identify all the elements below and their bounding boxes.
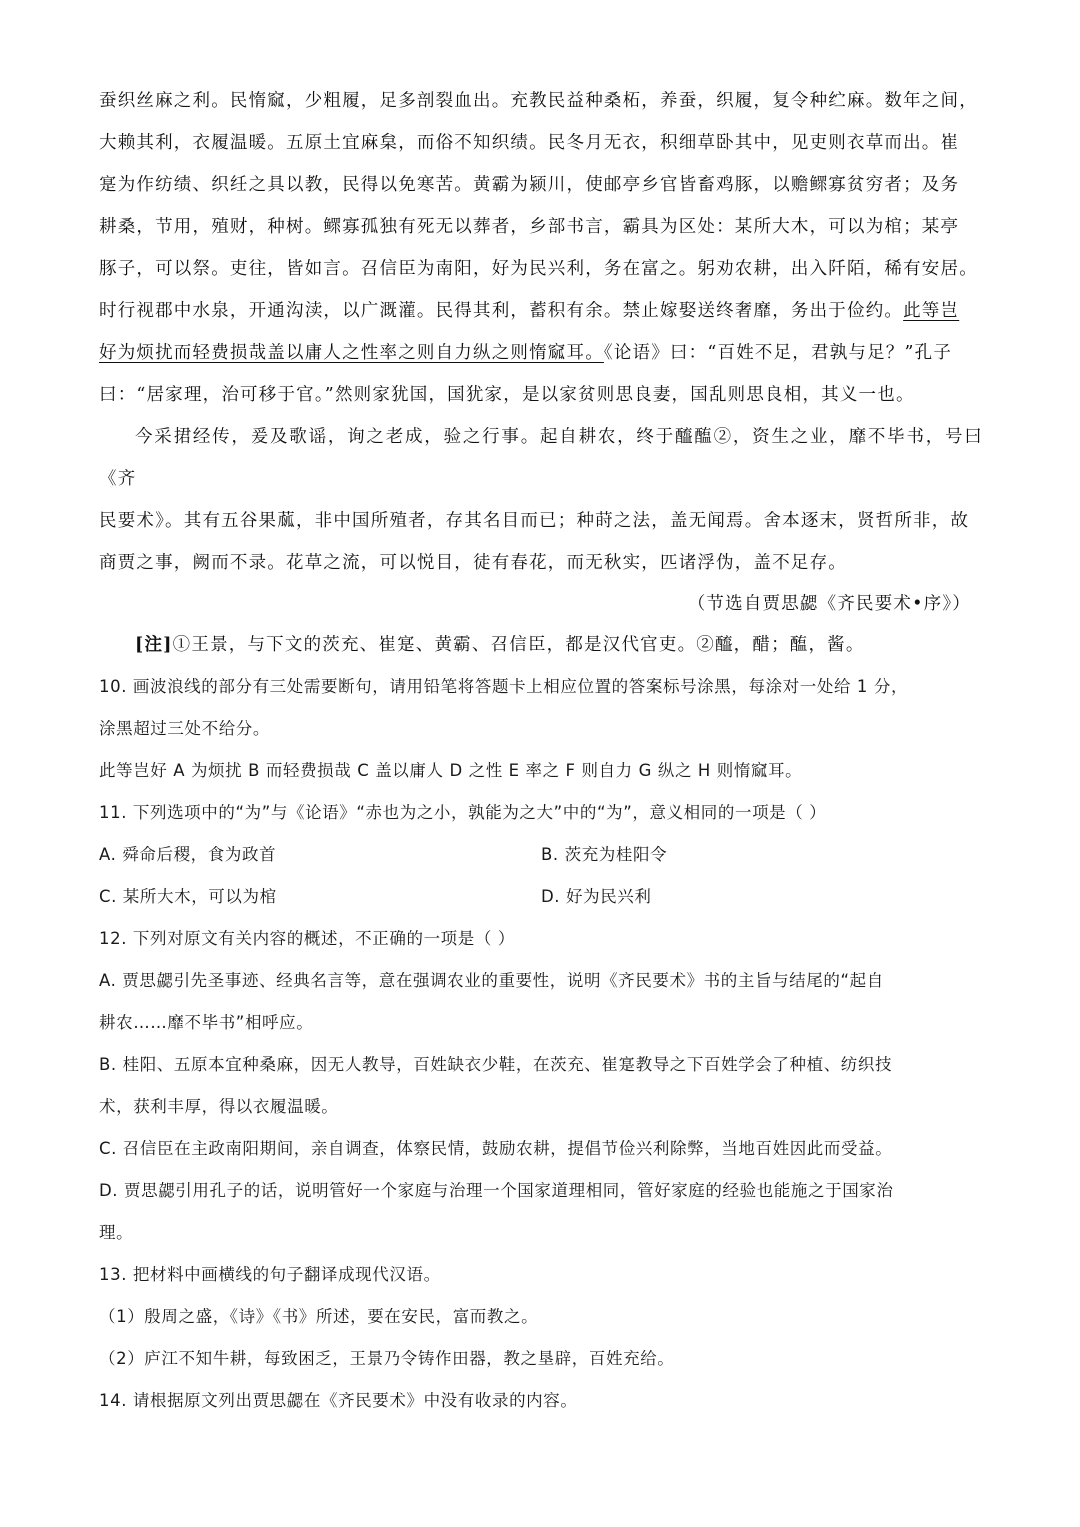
option-text: 术，获利丰厚，得以衣履温暖。 [99,1097,339,1116]
question-10-sentence: 此等岂好 A 为烦扰 B 而轻费损哉 C 盖以庸人 D 之性 E 率之 F 则自力 G 纵之 H 则惰窳耳。 [99,761,803,780]
question-section [99,666,983,1422]
question-text: 10. 画波浪线的部分有三处需要断句，请用铅笔将答题卡上相应位置的答案标号涂黑，每涂对一处给 1 分， [99,677,909,696]
option-c[interactable]: C. 某所大木，可以为棺 [99,887,277,906]
passage-line: 曰：“居家理，治可移于官。”然则家犹国，国犹家，是以家贫则思良妻，国乱则思良相，其义一也。 [99,385,915,405]
question-12-option-a[interactable] [99,960,983,1044]
note-text: ①王景，与下文的茨充、崔寔、黄霸、召信臣，都是汉代官吏。②醯，醋；醢，酱。 [172,635,865,655]
question-10 [99,666,983,750]
option-d[interactable]: D. 好为民兴利 [541,887,652,906]
option-text: D. 贾思勰引用孔子的话，说明管好一个家庭与治理一个国家道理相同，管好家庭的经验也能施之于国家治 [99,1181,894,1200]
passage-paragraph-1 [99,80,983,416]
passage-note [99,624,983,666]
passage-line: 今采捃经传，爰及歌谣，询之老成，验之行事。起自耕农，终于醯醢②，资生之业，靡不毕书，号曰《齐 [99,427,983,489]
question-13-part-2: （2）庐江不知牛耕，每致困乏，王景乃令铸作田器，教之垦辟，百姓充给。 [99,1349,675,1368]
passage-paragraph-2 [99,416,983,584]
question-11-stem: 11. 下列选项中的“为”与《论语》“赤也为之小，孰能为之大”中的“为”，意义相同的一项是（ ） [99,803,827,822]
option-text: A. 贾思勰引先圣事迹、经典名言等，意在强调农业的重要性，说明《齐民要术》书的主旨与结尾的“起自 [99,971,884,990]
passage-line: 《论语》曰：“百姓不足，君孰与足？”孔子 [603,343,953,363]
passage-line: 寔为作纺绩、织纴之具以教，民得以免寒苦。黄霸为颍川，使邮亭乡官皆畜鸡豚，以赡鳏寡贫穷者；及务 [99,175,960,195]
question-12-option-b[interactable] [99,1044,983,1128]
question-12-option-d[interactable] [99,1170,983,1254]
underlined-sentence: 此等岂 [903,301,960,321]
passage-source: （节选自贾思勰《齐民要术•序》） [687,594,971,614]
question-12-stem: 12. 下列对原文有关内容的概述，不正确的一项是（ ） [99,929,515,948]
passage-line: 商贾之事，阙而不录。花草之流，可以悦目，徒有春花，而无秋实，匹诸浮伪，盖不足存。 [99,553,847,573]
classical-passage [99,80,983,666]
question-12-option-c[interactable]: C. 召信臣在主政南阳期间，亲自调查，体察民情，鼓励农耕，提倡节俭兴利除弊，当地百姓因此而受益。 [99,1139,893,1158]
passage-line: 大赖其利，衣履温暖。五原土宜麻枲，而俗不知织绩。民冬月无衣，积细草卧其中，见吏则衣草而出。崔 [99,133,960,153]
passage-line: 蚕织丝麻之利。民惰窳，少粗履，足多剖裂血出。充教民益种桑柘，养蚕，织履，复令种纻麻。数年之间， [99,91,978,111]
option-text: 耕农……靡不毕书”相呼应。 [99,1013,314,1032]
passage-line: 豚子，可以祭。吏往，皆如言。召信臣为南阳，好为民兴利，务在富之。躬劝农耕，出入阡陌，稀有安居。 [99,259,978,279]
option-a[interactable]: A. 舜命后稷，食为政首 [99,845,277,864]
question-11-options [99,834,983,918]
question-13-part-1: （1）殷周之盛，《诗》《书》所述，要在安民，富而教之。 [99,1307,539,1326]
underlined-sentence: 好为烦扰而轻费损哉盖以庸人之性率之则自力纵之则惰窳耳。 [99,343,604,363]
question-14-stem: 14. 请根据原文列出贾思勰在《齐民要术》中没有收录的内容。 [99,1391,578,1410]
passage-line: 时行视郡中水泉，开通沟渎，以广溉灌。民得其利，蓄积有余。禁止嫁娶送终奢靡，务出于俭约。 [99,301,904,321]
option-text: B. 桂阳、五原本宜种桑麻，因无人教导，百姓缺衣少鞋，在茨充、崔寔教导之下百姓学会了种植、纺织技 [99,1055,893,1074]
option-b[interactable]: B. 茨充为桂阳令 [541,845,668,864]
question-text: 涂黑超过三处不给分。 [99,719,270,738]
question-13-stem: 13. 把材料中画横线的句子翻译成现代汉语。 [99,1265,441,1284]
passage-line: 民要术》。其有五谷果蓏，非中国所殖者，存其名目而已；种莳之法，盖无闻焉。舍本逐末，贤哲所非，故 [99,511,970,531]
passage-line: 耕桑，节用，殖财，种树。鳏寡孤独有死无以葬者，乡部书言，霸具为区处：某所大木，可以为棺；某亭 [99,217,960,237]
option-text: 理。 [99,1223,134,1242]
note-label: [注] [135,635,173,655]
exam-page [99,80,983,1422]
